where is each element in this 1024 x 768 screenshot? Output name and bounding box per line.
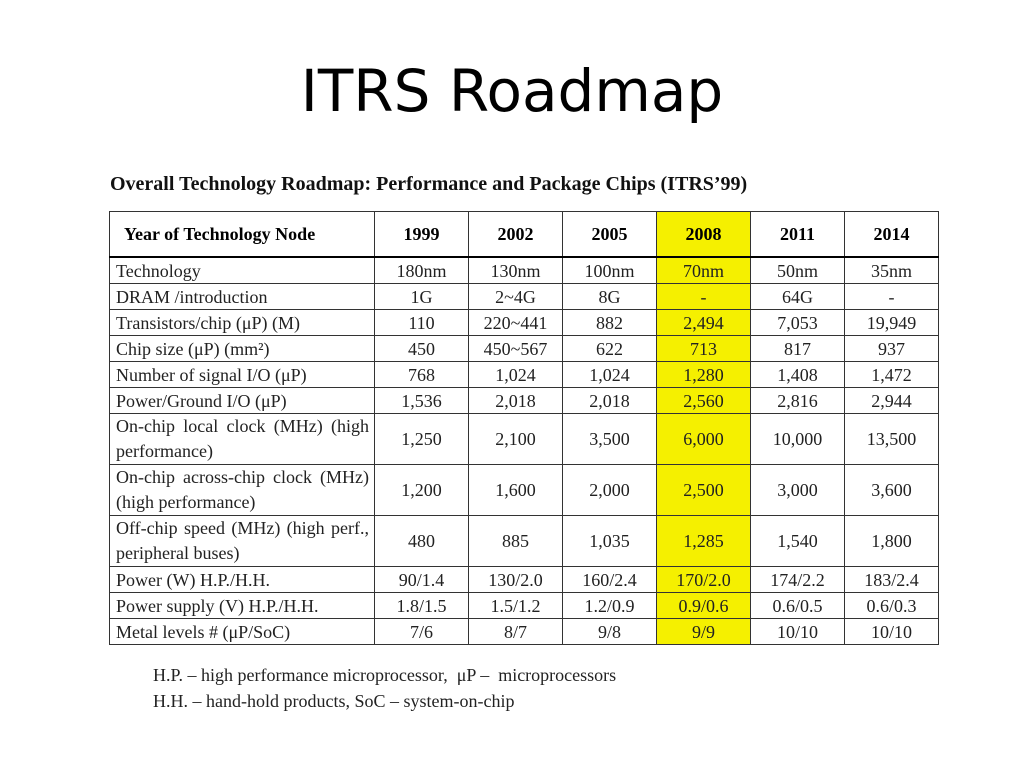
table-cell: 480 xyxy=(375,516,469,567)
table-cell: 885 xyxy=(469,516,563,567)
table-cell: 1G xyxy=(375,284,469,310)
row-label: Power supply (V) H.P./H.H. xyxy=(110,593,375,619)
table-cell: - xyxy=(845,284,939,310)
table-cell: 1,024 xyxy=(469,362,563,388)
table-cell: 1,600 xyxy=(469,465,563,516)
table-cell-highlighted: 9/9 xyxy=(657,619,751,645)
table-cell: 10/10 xyxy=(751,619,845,645)
table-cell: 160/2.4 xyxy=(563,567,657,593)
table-cell: 1.8/1.5 xyxy=(375,593,469,619)
table-cell: 937 xyxy=(845,336,939,362)
table-row xyxy=(110,516,939,567)
table-cell: 2~4G xyxy=(469,284,563,310)
table-cell: 3,600 xyxy=(845,465,939,516)
table-cell: 90/1.4 xyxy=(375,567,469,593)
header-row xyxy=(110,212,939,258)
header-cell-year: 2005 xyxy=(563,212,657,258)
header-cell-label: Year of Technology Node xyxy=(110,212,375,258)
footnotes xyxy=(153,662,616,714)
header-cell-year: 1999 xyxy=(375,212,469,258)
table-cell: 9/8 xyxy=(563,619,657,645)
table-cell: 35nm xyxy=(845,257,939,284)
table-cell: 1.2/0.9 xyxy=(563,593,657,619)
table-cell: 1,472 xyxy=(845,362,939,388)
table-cell: 3,500 xyxy=(563,414,657,465)
table-row xyxy=(110,593,939,619)
row-label: Power/Ground I/O (μP) xyxy=(110,388,375,414)
table-row xyxy=(110,619,939,645)
table-row xyxy=(110,336,939,362)
table-row xyxy=(110,414,939,465)
table-cell: 2,816 xyxy=(751,388,845,414)
table-cell: 1,200 xyxy=(375,465,469,516)
table-cell: 220~441 xyxy=(469,310,563,336)
slide-title: ITRS Roadmap xyxy=(300,57,724,125)
table-caption: Overall Technology Roadmap: Performance and Package Chips (ITRS’99) xyxy=(110,173,748,195)
table-cell: 622 xyxy=(563,336,657,362)
roadmap-table xyxy=(109,211,939,645)
header-cell-year-highlighted: 2008 xyxy=(657,212,751,258)
table-row xyxy=(110,310,939,336)
table-cell-highlighted: 2,494 xyxy=(657,310,751,336)
table-cell: 110 xyxy=(375,310,469,336)
table-cell: 882 xyxy=(563,310,657,336)
table-cell-highlighted: 170/2.0 xyxy=(657,567,751,593)
table-cell: 3,000 xyxy=(751,465,845,516)
table-cell: 2,018 xyxy=(563,388,657,414)
table-cell: 10/10 xyxy=(845,619,939,645)
row-label: Power (W) H.P./H.H. xyxy=(110,567,375,593)
table-cell-highlighted: 6,000 xyxy=(657,414,751,465)
row-label: Transistors/chip (μP) (M) xyxy=(110,310,375,336)
row-label: Technology xyxy=(110,257,375,284)
table-cell-highlighted: 2,560 xyxy=(657,388,751,414)
table-cell: 64G xyxy=(751,284,845,310)
table-cell: 7,053 xyxy=(751,310,845,336)
table-cell-highlighted: 70nm xyxy=(657,257,751,284)
table-cell-highlighted: - xyxy=(657,284,751,310)
table-cell: 1,540 xyxy=(751,516,845,567)
row-label: DRAM /introduction xyxy=(110,284,375,310)
row-label: On-chip local clock (MHz) (high performance) xyxy=(110,414,375,465)
row-label: Number of signal I/O (μP) xyxy=(110,362,375,388)
table-cell: 768 xyxy=(375,362,469,388)
table-cell: 450 xyxy=(375,336,469,362)
table-cell: 180nm xyxy=(375,257,469,284)
table-cell: 1.5/1.2 xyxy=(469,593,563,619)
footnote-line: H.P. – high performance microprocessor, μP – microprocessors xyxy=(153,665,617,685)
table-cell: 0.6/0.5 xyxy=(751,593,845,619)
table-cell: 130nm xyxy=(469,257,563,284)
table-cell: 817 xyxy=(751,336,845,362)
table-cell: 100nm xyxy=(563,257,657,284)
table-row xyxy=(110,284,939,310)
table-row xyxy=(110,257,939,284)
row-label: Metal levels # (μP/SoC) xyxy=(110,619,375,645)
table-cell: 2,018 xyxy=(469,388,563,414)
table-cell: 130/2.0 xyxy=(469,567,563,593)
table-cell: 183/2.4 xyxy=(845,567,939,593)
table-cell-highlighted: 0.9/0.6 xyxy=(657,593,751,619)
footnote-line: H.H. – hand-hold products, SoC – system-on-chip xyxy=(153,691,515,711)
table-cell: 1,035 xyxy=(563,516,657,567)
row-label: Off-chip speed (MHz) (high perf., peripheral buses) xyxy=(110,516,375,567)
table-cell: 2,000 xyxy=(563,465,657,516)
table-cell: 8G xyxy=(563,284,657,310)
table-cell: 50nm xyxy=(751,257,845,284)
table-cell-highlighted: 713 xyxy=(657,336,751,362)
table-row xyxy=(110,362,939,388)
header-cell-year: 2011 xyxy=(751,212,845,258)
table-cell: 2,944 xyxy=(845,388,939,414)
table-row xyxy=(110,567,939,593)
row-label: On-chip across-chip clock (MHz) (high performance) xyxy=(110,465,375,516)
table-cell: 8/7 xyxy=(469,619,563,645)
table-cell: 19,949 xyxy=(845,310,939,336)
table-row xyxy=(110,465,939,516)
header-cell-year: 2014 xyxy=(845,212,939,258)
table-cell: 0.6/0.3 xyxy=(845,593,939,619)
table-cell: 1,536 xyxy=(375,388,469,414)
table-cell-highlighted: 2,500 xyxy=(657,465,751,516)
table-cell: 1,250 xyxy=(375,414,469,465)
table-cell: 1,024 xyxy=(563,362,657,388)
table-cell: 1,800 xyxy=(845,516,939,567)
table-cell: 450~567 xyxy=(469,336,563,362)
header-cell-year: 2002 xyxy=(469,212,563,258)
table-cell: 7/6 xyxy=(375,619,469,645)
table-row xyxy=(110,388,939,414)
table-cell: 10,000 xyxy=(751,414,845,465)
table-cell-highlighted: 1,285 xyxy=(657,516,751,567)
table-cell: 174/2.2 xyxy=(751,567,845,593)
row-label: Chip size (μP) (mm²) xyxy=(110,336,375,362)
table-cell-highlighted: 1,280 xyxy=(657,362,751,388)
table-cell: 1,408 xyxy=(751,362,845,388)
table-cell: 2,100 xyxy=(469,414,563,465)
table-cell: 13,500 xyxy=(845,414,939,465)
